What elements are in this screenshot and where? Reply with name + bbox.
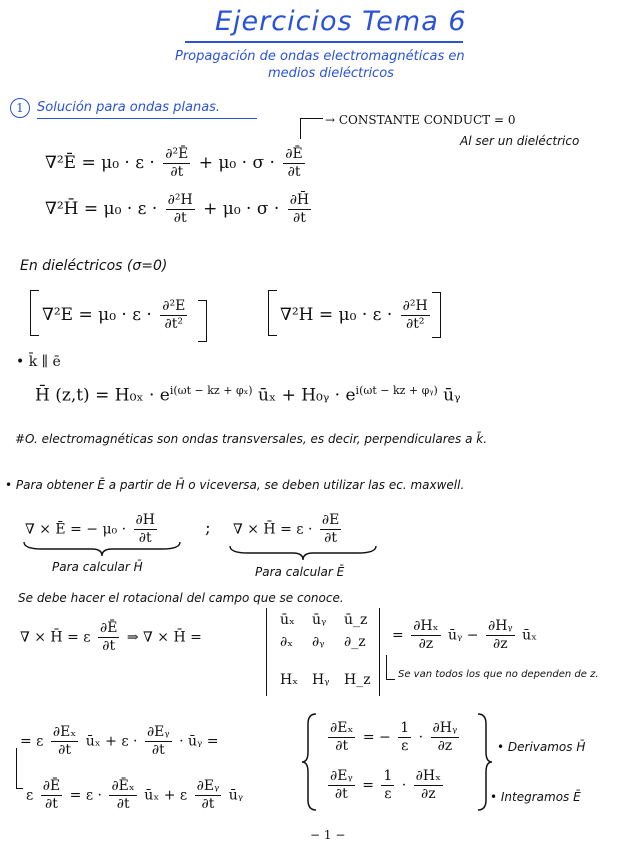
eq2-frac2-den: ∂t (292, 210, 306, 226)
eq1-frac2-num: ∂Ē (285, 146, 303, 162)
matrix-cell: H_z (344, 672, 371, 688)
rot-result-b-den: ∂z (493, 636, 508, 652)
title-underline (185, 41, 463, 43)
sys2-den: ∂t (334, 786, 348, 802)
sys2-den3: ∂z (421, 786, 436, 802)
final2-mid2: ūₓ + ε (144, 787, 188, 804)
rot-result-b-num: ∂Hᵧ (487, 618, 513, 634)
bracket-left-E (30, 290, 41, 336)
side-note-arrow (386, 655, 395, 680)
rotational-equation (20, 620, 202, 655)
final2-lhs: ε (26, 787, 34, 804)
final1-den: ∂t (58, 742, 72, 758)
sys2-num3: ∂Hₓ (415, 768, 442, 784)
curl-H-num: ∂E (321, 512, 340, 528)
maxwell-note: • Para obtener Ē a partir de H̄ o viceversa, se deben utilizar las ec. maxwell. (5, 478, 465, 492)
matrix-cell: Hₓ (280, 672, 299, 688)
note-dielectric: Al ser un dieléctrico (460, 134, 580, 148)
rot-result-a-den: ∂z (418, 636, 434, 652)
eq1-frac-num: ∂²Ē (165, 146, 189, 162)
eqH-num: ∂²H (402, 298, 428, 314)
system-equation-2: $\frac{\text{∂Eᵧ}}{\partial t}$ = $\frac{1}{\varepsilon}$ · $\frac{\text{∂Hₓ}}{\partial z}$ (330, 768, 442, 802)
underbrace-calc-H (22, 540, 182, 558)
rot-mid: ⇒ ∇ × H̄ = (126, 629, 202, 646)
dielectrics-label: En dieléctricos (σ=0) (20, 258, 168, 274)
final2-end: ūᵧ (228, 787, 244, 804)
eqE-lhs: ∇²E = μ₀ · ε · (42, 305, 152, 325)
rot-result-b-vec: ūₓ (522, 627, 538, 644)
matrix-cell: ūᵧ (312, 612, 327, 628)
eq2-lhs: ∇²H̄ = μ₀ · ε · (45, 199, 158, 219)
matrix-row-3 (280, 672, 376, 688)
sys2-fraction-3 (414, 768, 443, 803)
eqE-fraction (160, 298, 187, 333)
curl-H-fraction (320, 512, 341, 547)
caption-calc-E: Para calcular Ē (255, 565, 345, 579)
curl-H-lhs: ∇ × H̄ = ε · (233, 521, 313, 538)
sys1-num3: ∂Hᵧ (432, 720, 458, 736)
dielectric-equation-H (280, 298, 433, 333)
underbrace-calc-E (228, 544, 378, 562)
matrix-row-2 (280, 634, 376, 650)
final1-fraction-2 (145, 724, 172, 759)
final2-den2: ∂t (116, 796, 130, 812)
sys1-num2: 1 (400, 720, 410, 736)
final1-den2: ∂t (151, 742, 165, 758)
final1-mid: ūₓ + ε · (85, 733, 138, 750)
wave-exponent-1: i(ωt − kz + φₓ) (169, 384, 253, 397)
sys1-den: ∂t (335, 738, 349, 754)
matrix-cell: ∂ᵧ (312, 634, 325, 650)
bullet-integrate: • Integramos Ē (490, 790, 581, 804)
rotational-result: = $\frac{\text{∂Hₓ}}{\partial z}$ ūᵧ − $\frac{\text{∂Hᵧ}}{\partial z}$ ūₓ (392, 618, 538, 652)
equation-separator: ; (205, 518, 211, 538)
eqE-den: ∂t² (164, 316, 184, 332)
caption-calc-H: Para calcular H̄ (52, 560, 143, 574)
subtitle-line-2: medios dieléctricos (268, 66, 394, 81)
final1-lhs: = ε (20, 733, 44, 750)
sys2-num: ∂Eᵧ (330, 768, 353, 784)
final2-fraction-3 (195, 778, 222, 813)
page-title: Ejercicios Tema 6 (215, 6, 467, 37)
final-connector (16, 748, 23, 789)
eq1-frac2-den: ∂t (287, 164, 301, 180)
eqE-num: ∂²E (162, 298, 186, 314)
matrix-cell: Hᵧ (312, 672, 330, 688)
rot-num: ∂Ē (99, 620, 118, 636)
final2-num: ∂Ē (42, 778, 61, 794)
final1-end: · ūᵧ = (179, 733, 219, 750)
rot-side-note-text: Se van todos los que no dependen de z. (398, 669, 599, 680)
eq2-frac-den: ∂t (173, 210, 187, 226)
matrix-row-1 (280, 612, 376, 628)
note-constant-conduct: → CONSTANTE CONDUCT = 0 (325, 113, 516, 127)
wave-equation-H (45, 192, 314, 227)
final-equation-1 (20, 724, 219, 759)
dielectric-equation-E (42, 298, 190, 333)
eq1-fraction-2 (283, 146, 304, 181)
page-number: − 1 − (310, 828, 346, 842)
sys1-den2: ε (401, 738, 409, 754)
note-arrow-bracket (300, 118, 323, 139)
eq2-frac-num: ∂²H (167, 192, 193, 208)
eq1-fraction (163, 146, 190, 181)
determinant-bar-right (379, 608, 380, 696)
final2-num2: ∂Ēₓ (111, 778, 135, 794)
rotational-note: Se debe hacer el rotacional del campo que se conoce. (18, 591, 344, 605)
matrix-cell: ū_z (344, 612, 368, 628)
sys1-fraction-3 (431, 720, 460, 755)
wave-equation-E (45, 146, 308, 181)
eqH-fraction (401, 298, 430, 333)
system-equation-1: $\frac{\text{∂Eₓ}}{\partial t}$ = − $\frac{1}{\varepsilon}$ · $\frac{\text{∂Hᵧ}}{\partial z}$ (330, 720, 458, 754)
bracket-right-H (430, 292, 441, 338)
rot-side-note (398, 669, 599, 680)
sys2-eq: = (362, 777, 374, 794)
subtitle-line-1: Propagación de ondas electromagnéticas en (175, 49, 465, 64)
rot-den: ∂t (102, 638, 116, 654)
sys1-eq: = − (362, 729, 391, 746)
final1-num2: ∂Eᵧ (146, 724, 170, 740)
eq2-fraction (166, 192, 195, 227)
determinant-bar-left (266, 608, 267, 696)
rot-result-b-fraction (486, 618, 515, 653)
final2-mid: = ε · (69, 787, 102, 804)
sys1-num: ∂Eₓ (330, 720, 354, 736)
matrix-cell: ūₓ (280, 612, 295, 628)
sys2-den2: ε (384, 786, 392, 802)
matrix-cell: ∂_z (344, 634, 366, 650)
plane-wave-H (35, 384, 461, 406)
final2-den: ∂t (45, 796, 58, 812)
curl-E-lhs: ∇ × Ē = − μ₀ · (25, 521, 127, 538)
final2-fraction-2 (109, 778, 136, 813)
bullet-derive: • Derivamos H̄ (497, 740, 586, 754)
k-parallel-e: • k̄ ∥ ē (16, 354, 61, 370)
wave-exponent-2: i(ωt − kz + φᵧ) (355, 384, 438, 397)
eq1-mid: + μ₀ · σ · (198, 153, 275, 173)
eq2-fraction-2 (288, 192, 311, 227)
rot-result-a-fraction (411, 618, 440, 653)
eq1-lhs: ∇²Ē = μ₀ · ε · (45, 153, 155, 173)
bracket-left-H (268, 290, 279, 336)
sys2-num2: 1 (383, 768, 393, 784)
curl-H-equation (233, 512, 344, 547)
rot-lhs: ∇ × H̄ = ε (20, 629, 91, 646)
curl-E-den: ∂t (138, 530, 152, 546)
curl-H-den: ∂t (324, 530, 338, 546)
eqH-den: ∂t² (405, 316, 425, 332)
final2-den3: ∂t (201, 796, 215, 812)
curl-E-num: ∂H (135, 512, 155, 528)
rot-fraction (98, 620, 119, 655)
wave-ux-term: ūₓ + H₀ᵧ · e (258, 385, 356, 406)
section-heading: Solución para ondas planas. (37, 100, 221, 115)
rot-result-a-vec: ūᵧ − (448, 627, 479, 644)
eqH-lhs: ∇²H = μ₀ · ε · (280, 305, 393, 325)
wave-uy-term: ūᵧ (443, 385, 461, 406)
final1-num: ∂Eₓ (52, 724, 77, 740)
sys2-fraction-2 (381, 768, 394, 803)
section-underline (37, 118, 257, 119)
final2-num3: ∂Eᵧ (196, 778, 220, 794)
sys1-den3: ∂z (437, 738, 453, 754)
sys2-fraction (328, 768, 355, 803)
eq2-frac2-num: ∂H̄ (289, 192, 310, 208)
section-number: 1 (10, 98, 30, 118)
transverse-note: #O. electromagnéticas son ondas transversales, es decir, perpendiculares a k̄. (15, 432, 488, 446)
bracket-right-E (196, 300, 207, 342)
eq2-mid: + μ₀ · σ · (203, 199, 280, 219)
sys1-fraction-2 (398, 720, 411, 755)
rot-result-a-num: ∂Hₓ (413, 618, 439, 634)
final-equation-2 (26, 778, 243, 813)
system-left-brace (300, 712, 318, 812)
sys1-fraction (328, 720, 355, 755)
matrix-cell: ∂ₓ (280, 634, 294, 650)
final2-fraction (41, 778, 62, 813)
final1-fraction (51, 724, 78, 759)
wave-lhs: H̄ (z,t) = H₀ₓ · e (35, 385, 170, 406)
eq1-frac-den: ∂t (170, 164, 184, 180)
